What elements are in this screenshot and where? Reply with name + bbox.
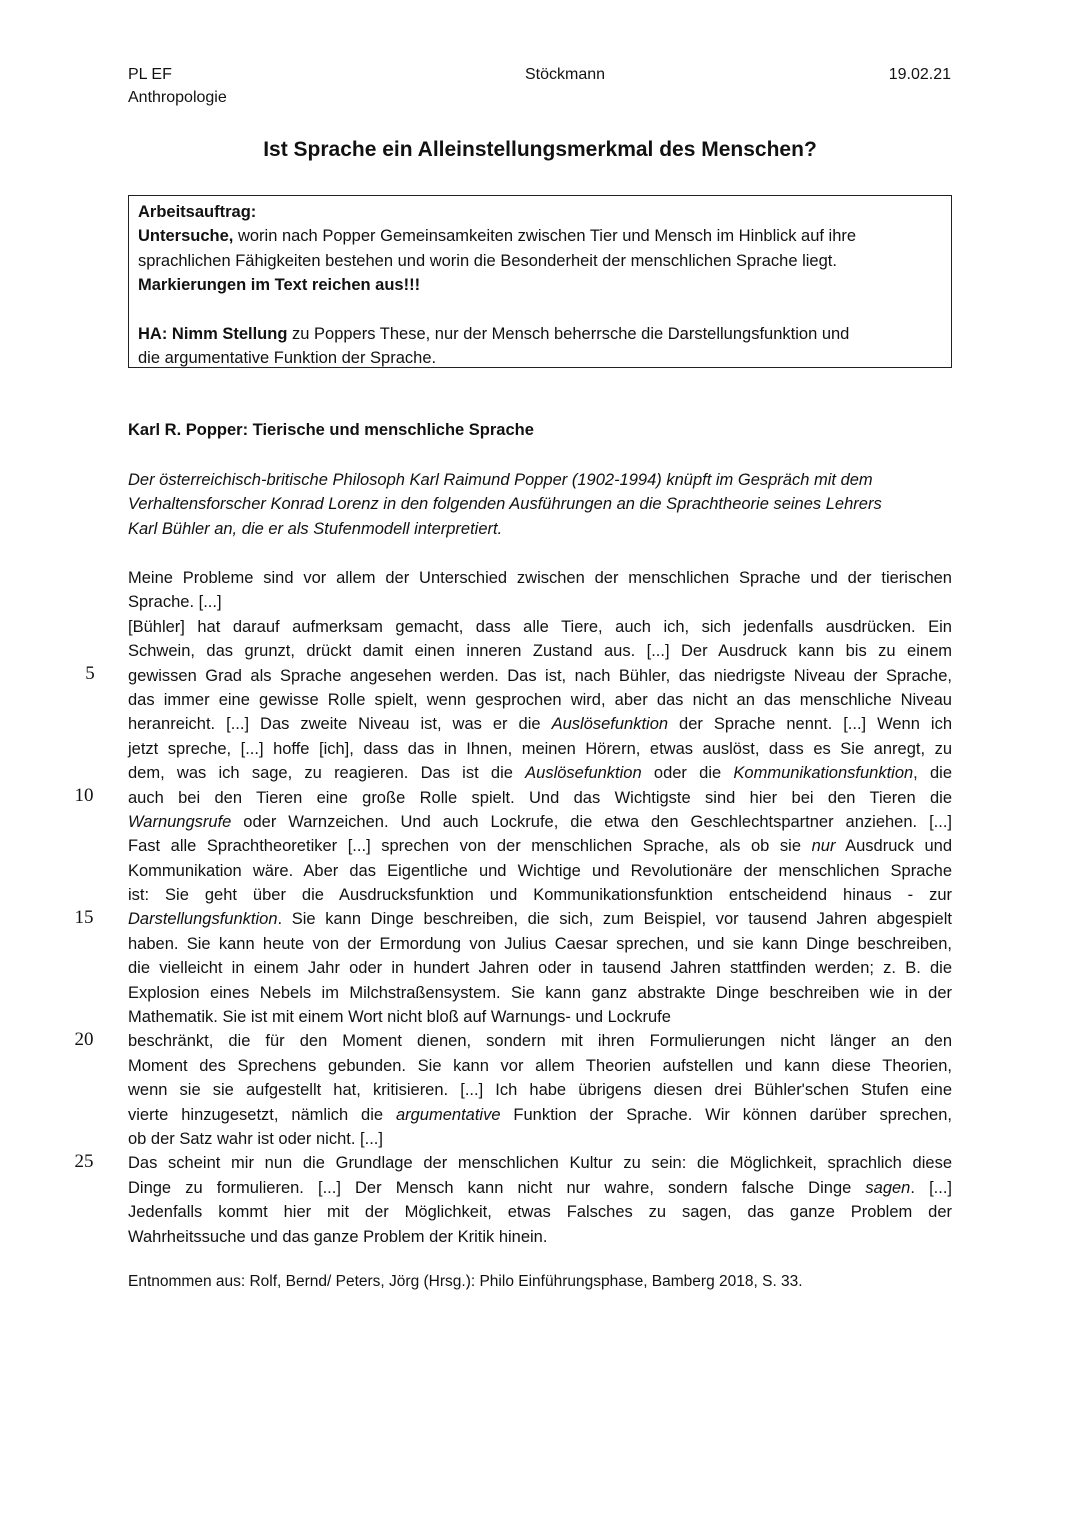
text-line: wenn sie sie aufgestellt hat, kritisieren. [...] Ich habe übrigens diesen drei Bühler'schen Stufen eine xyxy=(128,1081,952,1100)
text-line: vierte hinzugesetzt, nämlich die argumentative Funktion der Sprache. Wir können darüber sprechen, xyxy=(128,1105,952,1124)
text-line: Sprache. [...] xyxy=(128,593,222,612)
citation: Entnommen aus: Rolf, Bernd/ Peters, Jörg (Hrsg.): Philo Einführungsphase, Bamberg 2018, S. 33. xyxy=(128,1273,803,1290)
emphasis: Kommunikationsfunktion xyxy=(733,764,914,783)
line-number: 15 xyxy=(74,907,94,928)
line-number: 10 xyxy=(74,785,94,806)
homework-text-1: zu Poppers These, nur der Mensch beherrsche die Darstellungsfunktion und xyxy=(287,324,850,343)
text-line: Das scheint mir nun die Grundlage der menschlichen Kultur zu sein: die Möglichkeit, sprachlich diese xyxy=(128,1154,952,1173)
text-line: Wahrheitssuche und das ganze Problem der Kritik hinein. xyxy=(128,1227,548,1246)
text-line: Dinge zu formulieren. [...] Der Mensch kann nicht nur wahre, sondern falsche Dinge sagen. [...] xyxy=(128,1178,952,1197)
text-line: Fast alle Sprachtheoretiker [...] sprechen von der menschlichen Sprache, als ob sie nur Ausdruck und xyxy=(128,837,952,856)
emphasis: Warnungsrufe xyxy=(128,812,232,831)
text-line: dem, was ich sage, zu reagieren. Das ist die Auslösefunktion oder die Kommunikationsfunktion, die xyxy=(128,764,953,783)
text-line: Explosion eines Nebels im Milchstraßensystem. Sie kann ganz abstrakte Dinge beschreiben wie in der xyxy=(128,983,952,1002)
topic-label: Anthropologie xyxy=(128,89,227,106)
emphasis: argumentative xyxy=(395,1105,501,1124)
text-line: Mathematik. Sie ist mit einem Wort nicht bloß auf Warnungs- und Lockrufe xyxy=(128,1008,671,1027)
text-line: Warnungsrufe oder Warnzeichen. Und auch Lockrufe, die etwa den Geschlechtspartner anziehen. [...] xyxy=(128,812,952,831)
text-line: haben. Sie kann heute von der Ermordung von Julius Caesar sprechen, und sie kann Dinge beschreiben, xyxy=(128,934,952,953)
page-title: Ist Sprache ein Alleinstellungsmerkmal des Menschen? xyxy=(263,138,817,161)
emphasis: Auslösefunktion xyxy=(551,715,669,734)
text-line: das immer eine gewisse Rolle spielt, wenn gesprochen wird, aber das nicht an das menschliche Niveau xyxy=(128,690,952,709)
intro-paragraph xyxy=(128,468,952,541)
text-line: Moment des Sprechens gebunden. Sie kann vor allem Theorien aufstellen und kann diese Theorien, xyxy=(128,1056,952,1075)
emphasis: nur xyxy=(811,837,836,856)
homework-text-2: die argumentative Funktion der Sprache. xyxy=(138,349,437,368)
text-line: jetzt spreche, [...] hoffe [ich], dass das in Ihnen, meinen Hörern, etwas auslöst, dass es Sie anregt, zu xyxy=(128,739,952,758)
main-text xyxy=(128,566,952,1249)
homework-label: HA: Nimm Stellung xyxy=(138,324,288,343)
task-text-2: sprachlichen Fähigkeiten bestehen und worin die Besonderheit der menschlichen Sprache liegt. xyxy=(138,251,837,270)
text-line: beschränkt, die für den Moment dienen, sondern mit ihren Formulierungen nicht länger an den xyxy=(128,1032,952,1051)
course-label: PL EF xyxy=(128,66,172,83)
task-box xyxy=(128,195,952,368)
text-line: Meine Probleme sind vor allem der Unterschied zwischen der menschlichen Sprache und der tierischen xyxy=(128,569,952,587)
intro-line: Der österreichisch-britische Philosoph Karl Raimund Popper (1902-1994) knüpft im Gespräch mit dem xyxy=(128,471,873,489)
line-number: 25 xyxy=(74,1151,94,1172)
line-number: 20 xyxy=(74,1029,94,1050)
source-title: Karl R. Popper: Tierische und menschliche Sprache xyxy=(128,421,534,439)
intro-line: Verhaltensforscher Konrad Lorenz in den folgenden Ausführungen an die Sprachtheorie seines Lehrers xyxy=(128,495,882,514)
emphasis: Darstellungsfunktion xyxy=(128,910,278,929)
text-line: Kommunikation wäre. Aber das Eigentliche und Wichtige und Revolutionäre der menschlichen Sprache xyxy=(128,861,952,880)
text-line: [Bühler] hat darauf aufmerksam gemacht, dass alle Tiere, auch ich, sich jedenfalls ausdrücken. Ein xyxy=(128,617,952,636)
text-line: heranreicht. [...] Das zweite Niveau ist, was er die Auslösefunktion der Sprache nennt. [...] Wenn ich xyxy=(128,715,952,734)
text-line: Darstellungsfunktion. Sie kann Dinge beschreiben, die sich, zum Beispiel, vor tausend Jahren abgespielt xyxy=(128,910,952,929)
text-line: ist: Sie geht über die Ausdrucksfunktion und Kommunikationsfunktion entscheidend hinaus - zur xyxy=(128,886,952,905)
task-text-1: worin nach Popper Gemeinsamkeiten zwischen Tier und Mensch im Hinblick auf ihre xyxy=(233,227,857,246)
task-heading: Arbeitsauftrag: xyxy=(138,203,257,221)
task-note: Markierungen im Text reichen aus!!! xyxy=(138,276,421,295)
intro-line: Karl Bühler an, die er als Stufenmodell interpretiert. xyxy=(128,519,503,538)
text-line: gewissen Grad als Sprache angesehen werden. Das ist, nach Bühler, das niedrigste Niveau der Sprache, xyxy=(128,666,952,685)
text-line: auch bei den Tieren eine große Rolle spielt. Und das Wichtigste sind hier bei den Tieren die xyxy=(128,788,952,807)
date-label: 19.02.21 xyxy=(888,66,951,83)
emphasis: sagen xyxy=(865,1178,911,1197)
text-line: Schwein, das grunzt, drückt damit einen inneren Zustand aus. [...] Der Ausdruck kann bis zu einem xyxy=(128,642,952,661)
task-verb: Untersuche, xyxy=(138,227,234,246)
text-line: die vielleicht in einem Jahr oder in hundert Jahren oder in tausend Jahren stattfinden werden; z. B. die xyxy=(128,959,952,978)
teacher-name: Stöckmann xyxy=(524,66,606,83)
text-line: Jedenfalls kommt hier mit der Möglichkeit, etwas Falsches zu sagen, das ganze Problem der xyxy=(128,1203,952,1222)
text-line: ob der Satz wahr ist oder nicht. [...] xyxy=(128,1129,383,1148)
emphasis: Auslösefunktion xyxy=(525,764,642,783)
line-number: 5 xyxy=(85,663,95,684)
